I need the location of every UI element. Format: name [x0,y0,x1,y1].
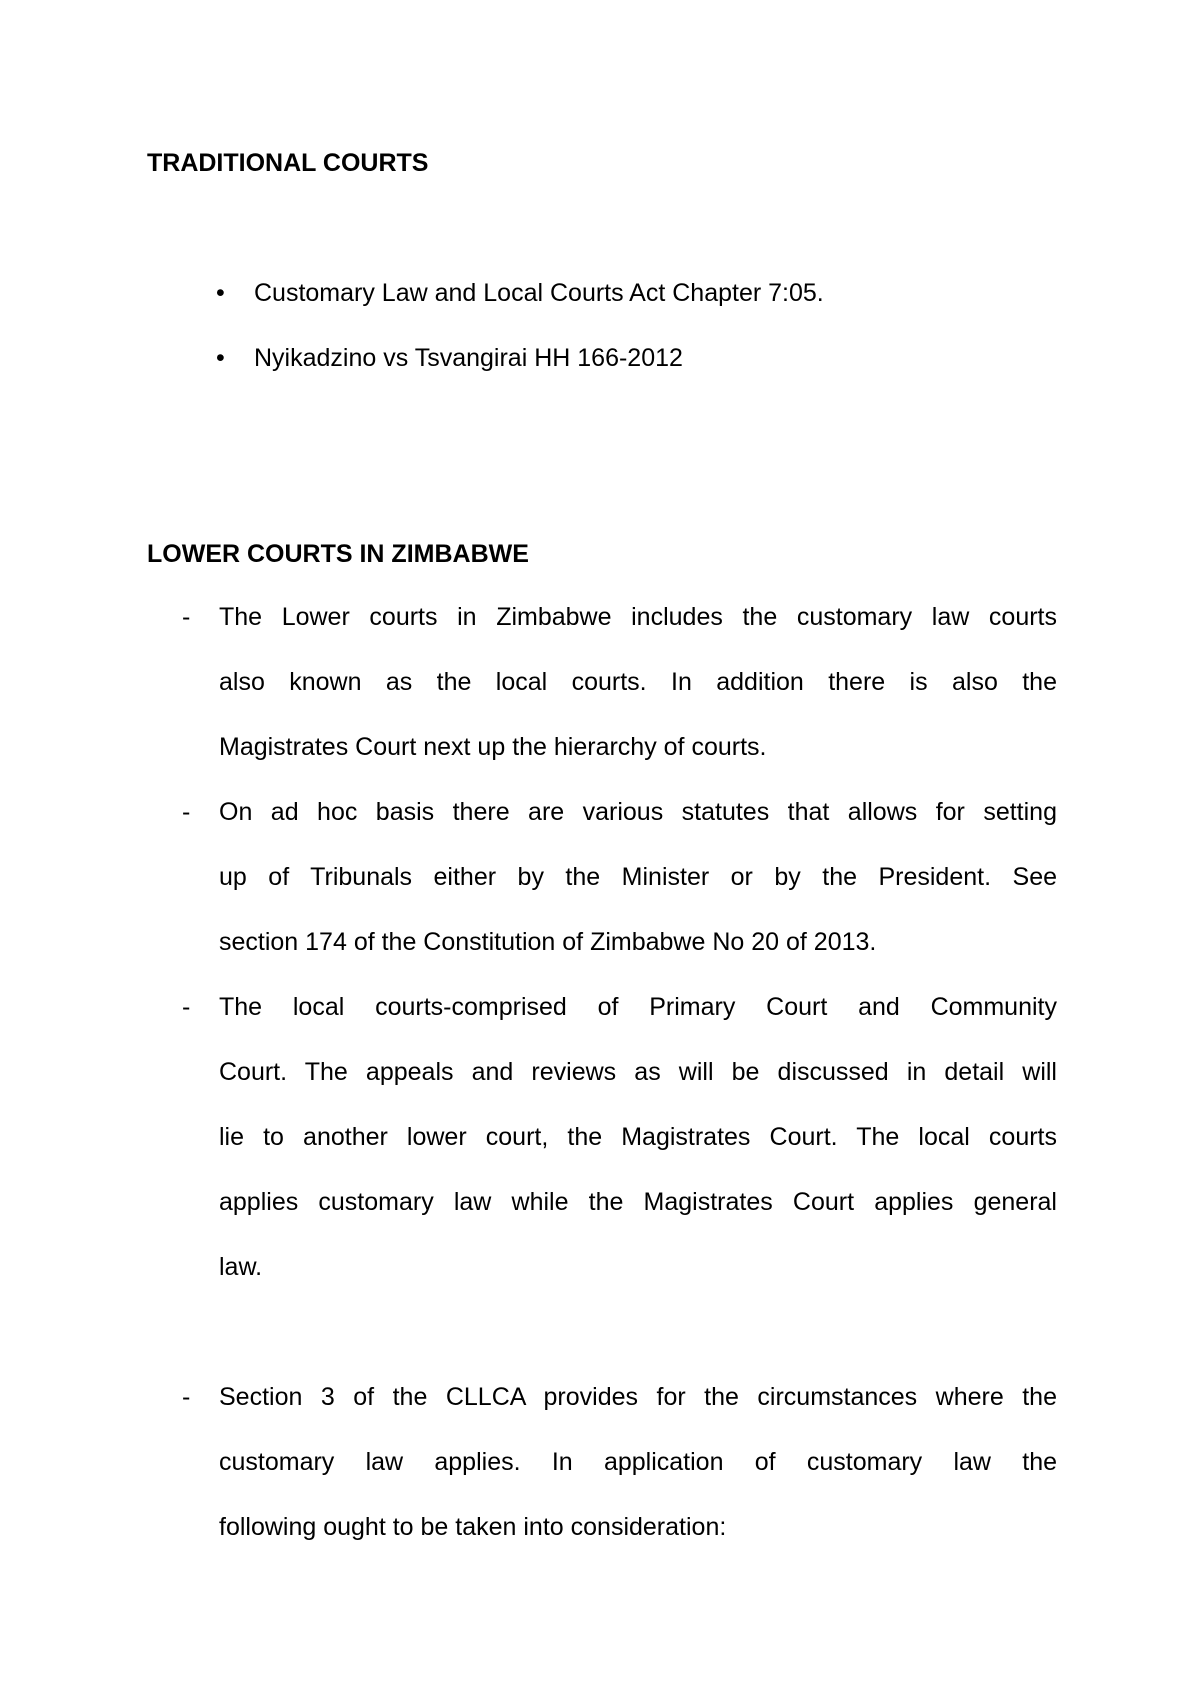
paragraph-line: up of Tribunals either by the Minister or by the President. See [219,863,1057,891]
paragraph-line: section 174 of the Constitution of Zimbabwe No 20 of 2013. [219,928,877,956]
dash-list-item [182,1365,1057,1560]
paragraph-line: On ad hoc basis there are various statutes that allows for setting [219,798,1057,826]
bullet-item [216,278,824,308]
dash-symbol: - [182,993,191,1021]
bullet-symbol: • [216,279,225,307]
heading-lower-courts: LOWER COURTS IN ZIMBABWE [147,540,529,568]
dash-symbol: - [182,1383,191,1411]
paragraph [219,585,1057,780]
paragraph-line: lie to another lower court, the Magistrates Court. The local courts [219,1123,1057,1151]
paragraph-line: customary law applies. In application of customary law the [219,1448,1057,1476]
bullet-text: Customary Law and Local Courts Act Chapter 7:05. [254,279,824,307]
paragraph-line: The local courts-comprised of Primary Court and Community [219,993,1057,1021]
dash-symbol: - [182,798,191,826]
paragraph [219,780,1057,975]
paragraph [219,975,1057,1300]
heading-traditional-courts: TRADITIONAL COURTS [147,149,429,177]
paragraph-line: applies customary law while the Magistrates Court applies general [219,1188,1057,1216]
paragraph-line: following ought to be taken into consideration: [219,1513,727,1541]
dash-symbol: - [182,603,191,631]
paragraph-line: Magistrates Court next up the hierarchy of courts. [219,733,767,761]
dash-list-item [182,585,1057,780]
dash-list-item [182,975,1057,1300]
paragraph-line: also known as the local courts. In addition there is also the [219,668,1057,696]
paragraph-line: law. [219,1253,263,1281]
bullet-text: Nyikadzino vs Tsvangirai HH 166-2012 [254,344,683,372]
dash-list-item [182,780,1057,975]
bullet-item [216,343,683,373]
paragraph-line: Court. The appeals and reviews as will be discussed in detail will [219,1058,1057,1086]
bullet-symbol: • [216,344,225,372]
paragraph [219,1365,1057,1560]
paragraph-line: The Lower courts in Zimbabwe includes the customary law courts [219,603,1057,631]
paragraph-line: Section 3 of the CLLCA provides for the circumstances where the [219,1383,1057,1411]
